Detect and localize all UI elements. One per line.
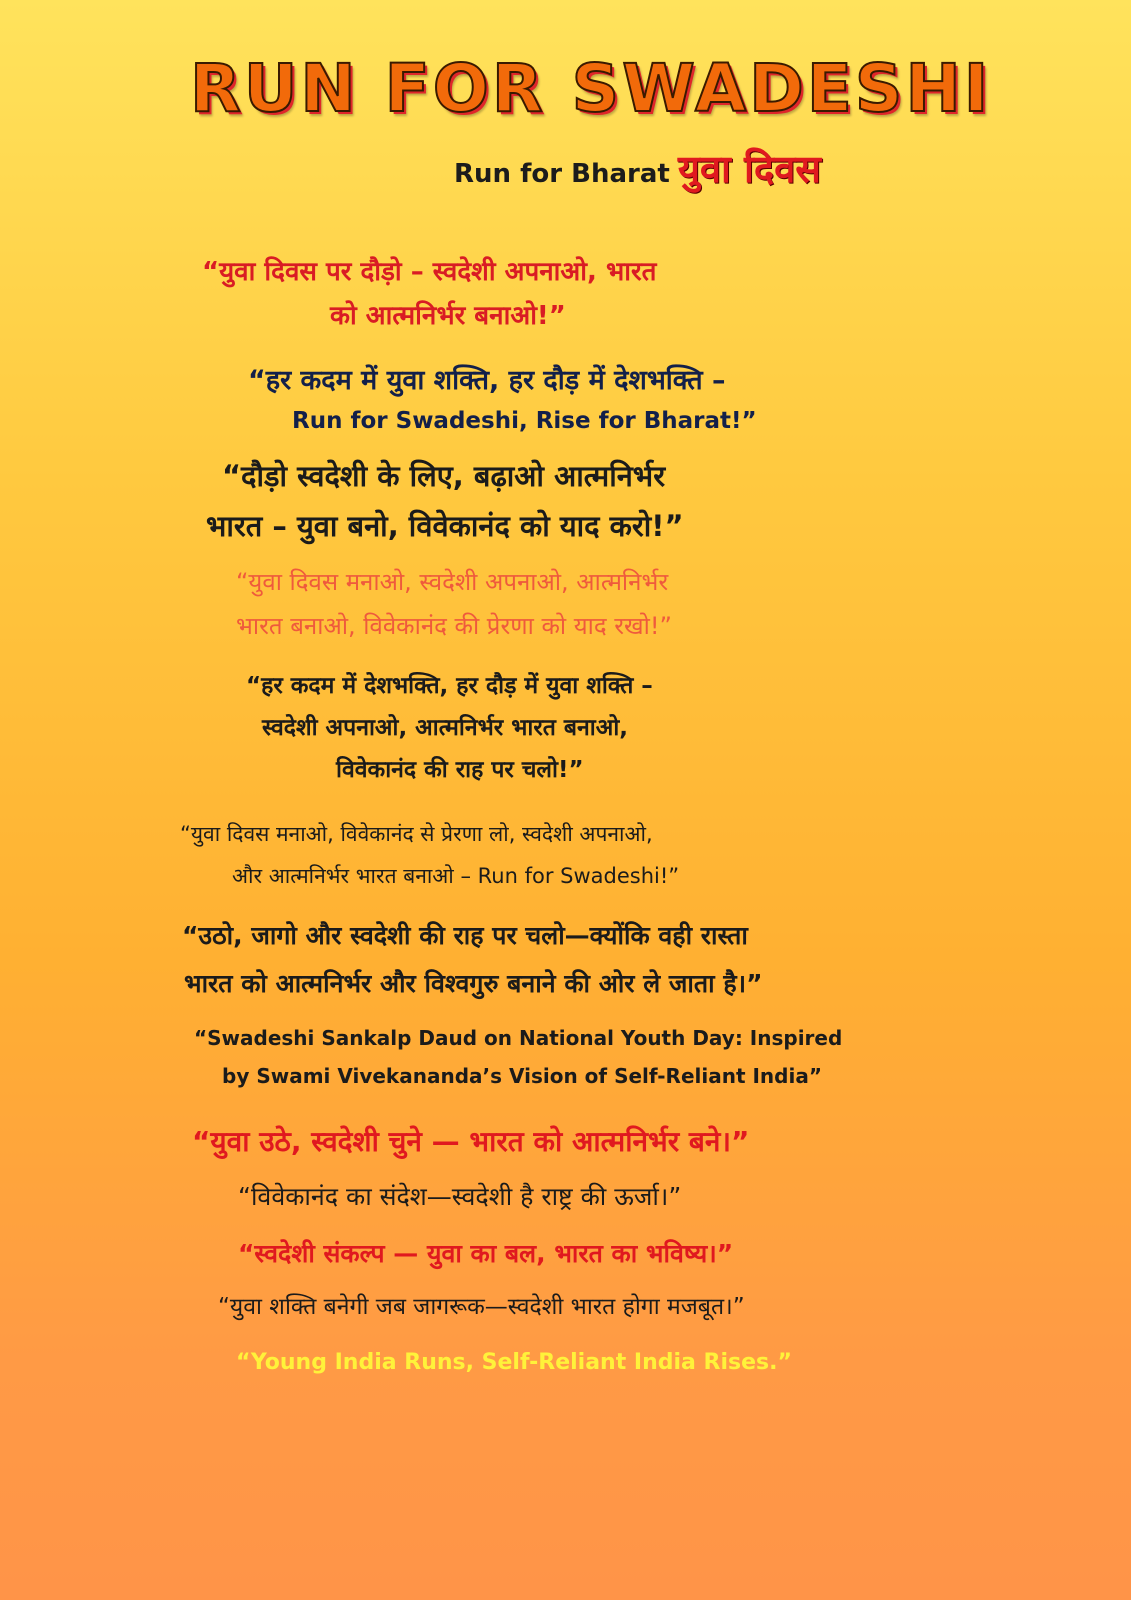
slogan-5-line-2: स्वदेशी अपनाओ, आत्मनिर्भर भारत बनाओ,	[262, 715, 628, 741]
subtitle	[454, 142, 821, 194]
slogan-1-line-2: को आत्मनिर्भर बनाओ!”	[330, 301, 566, 331]
slogan-8-line-1: “Swadeshi Sankalp Daud on National Youth Day: Inspired	[194, 1026, 843, 1050]
slogan-1-line-1: “युवा दिवस पर दौड़ो – स्वदेशी अपनाओ, भारत	[202, 257, 657, 287]
slogan-2-line-1: “हर कदम में युवा शक्ति, हर दौड़ में देशभक्ति –	[248, 365, 726, 396]
slogan-8-line-2: by Swami Vivekananda’s Vision of Self-Reliant India”	[222, 1064, 822, 1088]
slogan-4-line-2: भारत बनाओ, विवेकानंद की प्रेरणा को याद रखो!”	[236, 612, 672, 640]
slogan-5-line-3: विवेकानंद की राह पर चलो!”	[336, 757, 584, 783]
slogan-11-line-1: “स्वदेशी संकल्प — युवा का बल, भारत का भविष्य।”	[238, 1239, 734, 1268]
slogan-4-line-1: “युवा दिवस मनाओ, स्वदेशी अपनाओ, आत्मनिर्भर	[236, 568, 669, 596]
slogan-2-line-2: Run for Swadeshi, Rise for Bharat!”	[292, 408, 757, 434]
main-title: RUN FOR SWADESHI	[190, 50, 992, 127]
slogan-7-line-1: “उठो, जागो और स्वदेशी की राह पर चलो—क्योंकि वही रास्ता	[182, 921, 748, 950]
slogan-6-line-1: “युवा दिवस मनाओ, विवेकानंद से प्रेरणा लो, स्वदेशी अपनाओ,	[180, 822, 653, 846]
slogan-6-line-2: और आत्मनिर्भर भारत बनाओ – Run for Swadeshi!”	[232, 864, 680, 888]
subtitle-hindi: युवा दिवस	[677, 147, 821, 191]
slogan-5-line-1: “हर कदम में देशभक्ति, हर दौड़ में युवा शक्ति –	[246, 673, 653, 699]
slogan-12-line-1: “युवा शक्ति बनेगी जब जागरूक—स्वदेशी भारत होगा मजबूत।”	[218, 1294, 745, 1320]
slogan-10-line-1: “विवेकानंद का संदेश—स्वदेशी है राष्ट्र की ऊर्जा।”	[238, 1182, 682, 1211]
slogan-9-line-1: “युवा उठे, स्वदेशी चुने — भारत को आत्मनिर्भर बने।”	[192, 1125, 750, 1158]
slogan-7-line-2: भारत को आत्मनिर्भर और विश्वगुरु बनाने की ओर ले जाता है।”	[184, 969, 763, 998]
subtitle-english: Run for Bharat	[454, 159, 670, 189]
slogan-13-line-1: “Young India Runs, Self-Reliant India Rises.”	[236, 1350, 792, 1375]
slogan-3-line-1: “दौड़ो स्वदेशी के लिए, बढ़ाओ आत्मनिर्भर	[222, 459, 666, 493]
slogan-3-line-2: भारत – युवा बनो, विवेकानंद को याद करो!”	[206, 509, 684, 543]
